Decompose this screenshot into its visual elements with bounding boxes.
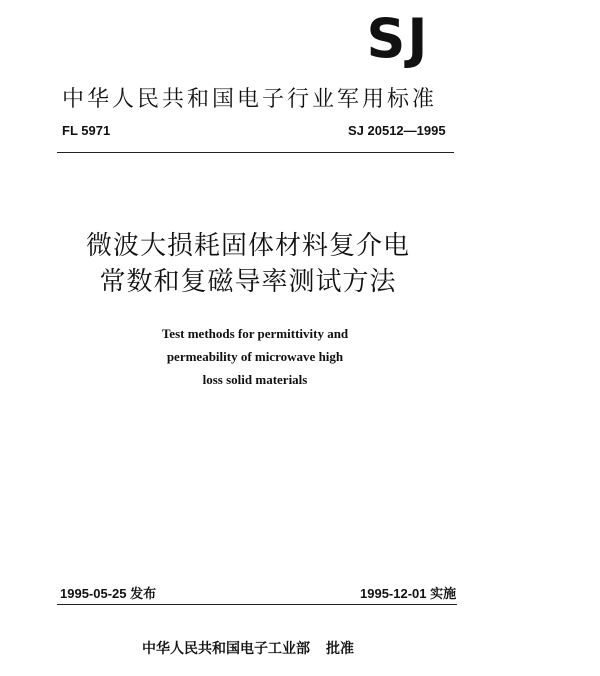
english-title-line-3: loss solid materials <box>202 372 308 387</box>
chinese-title <box>58 228 438 300</box>
issue-date: 1995-05-25 发布 <box>60 586 157 601</box>
standard-type-heading: 中华人民共和国电子行业军用标准 <box>62 87 438 112</box>
english-title <box>100 322 410 391</box>
english-title-line-2: permeability of microwave high <box>166 349 344 364</box>
chinese-title-line-2: 常数和复磁导率测试方法 <box>99 267 397 297</box>
approval-line <box>142 638 354 658</box>
implementation-date: 1995-12-01 实施 <box>360 586 457 601</box>
chinese-title-line-1: 微波大损耗固体材料复介电 <box>85 231 410 261</box>
english-title-line-1: Test methods for permittivity and <box>161 326 349 341</box>
classification-code: FL 5971 <box>62 123 111 138</box>
header-divider <box>57 152 454 153</box>
standard-number: SJ 20512—1995 <box>348 123 446 138</box>
footer-divider <box>57 604 457 605</box>
approving-authority: 中华人民共和国电子工业部 <box>142 641 310 657</box>
sj-logo: SJ <box>366 7 430 70</box>
approval-action: 批准 <box>326 641 354 657</box>
